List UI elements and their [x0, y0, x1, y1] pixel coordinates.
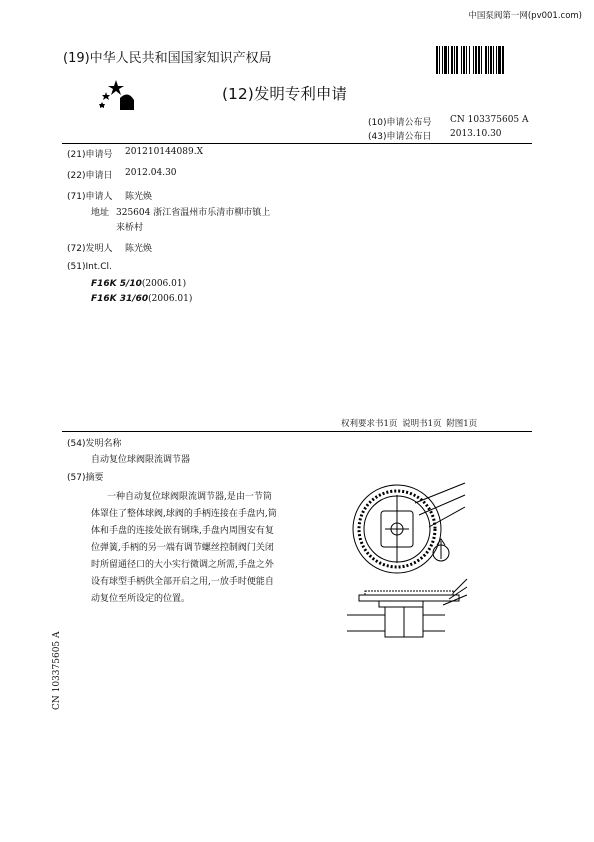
side-publication-number: CN 103375605 A — [52, 631, 62, 710]
barcode-icon — [436, 46, 536, 74]
applicant-label: (71)申请人 — [67, 192, 113, 202]
filing-date: 2012.04.30 — [125, 168, 177, 178]
abstract-line: 体罩住了整体球阀,球阀的手柄连接在手盘内,筒 — [91, 509, 277, 519]
pub-no-label: (10)申请公布号 — [368, 118, 432, 128]
abstract-line: 一种自动复位球阀限流调节器,是由一节筒 — [107, 492, 272, 502]
mid-divider — [62, 431, 532, 432]
ipc-code: F16K 31/60 — [91, 294, 149, 304]
pub-date: 2013.10.30 — [450, 129, 502, 139]
document-type: (12)发明专利申请 — [222, 85, 347, 103]
address-label: 地址 — [91, 208, 110, 218]
address-line-2: 来桥村 — [116, 223, 144, 233]
filing-date-label: (22)申请日 — [67, 171, 113, 181]
abstract-label: (57)摘要 — [67, 473, 104, 483]
abstract-line: 体和手盘的连接处嵌有钢珠,手盘内周围安有复 — [91, 526, 274, 536]
office-name: (19)中华人民共和国国家知识产权局 — [63, 51, 272, 66]
watermark: 中国泵阀第一网(pv001.com) — [468, 11, 582, 21]
app-no-label: (21)申请号 — [67, 150, 113, 160]
title-label: (54)发明名称 — [67, 439, 122, 449]
ipc-entry — [91, 279, 186, 289]
abstract-line: 设有球型手柄供全部开启之用,一放手时便能自 — [91, 577, 274, 587]
abstract-line: 动复位至所设定的位置。 — [91, 594, 191, 604]
address-line-1: 325604 浙江省温州市乐清市柳市镇上 — [116, 208, 271, 218]
invention-title: 自动复位球阀限流调节器 — [91, 455, 191, 465]
ipc-year: (2006.01) — [141, 279, 187, 289]
abstract-line: 位弹簧,手柄的另一端有调节螺丝控制阀门关闭 — [91, 543, 274, 553]
abstract-text — [91, 489, 277, 608]
top-divider — [62, 143, 532, 144]
app-no: 201210144089.X — [125, 147, 203, 157]
abstract-drawing — [345, 475, 475, 645]
pub-date-label: (43)申请公布日 — [368, 132, 432, 142]
applicant: 陈光焕 — [125, 192, 153, 202]
pages-info: 权利要求书1页 说明书1页 附图1页 — [341, 419, 478, 429]
ipc-year: (2006.01) — [148, 294, 193, 304]
intcl-label: (51)Int.Cl. — [67, 262, 112, 272]
abstract-line: 时所留通径口的大小实行微调之所需,手盘之外 — [91, 560, 274, 570]
pub-no: CN 103375605 A — [450, 115, 529, 125]
inventor: 陈光焕 — [125, 244, 153, 254]
ipc-code: F16K 5/10 — [91, 279, 142, 289]
ipc-entry — [91, 294, 192, 304]
sipo-logo-icon — [98, 78, 136, 112]
inventor-label: (72)发明人 — [67, 244, 113, 254]
